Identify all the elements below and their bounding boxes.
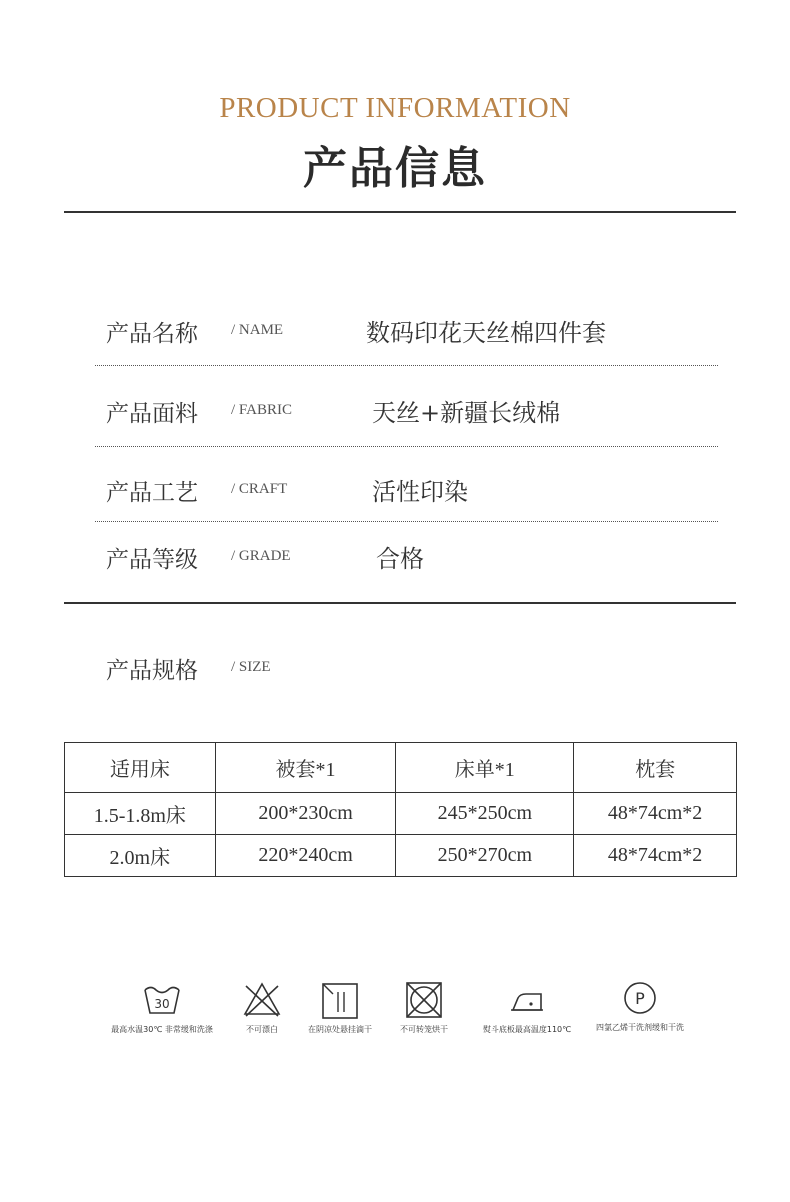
craft-label-en: / CRAFT	[231, 481, 288, 497]
wash-30-icon	[142, 980, 182, 1020]
name-label-en: / NAME	[231, 322, 284, 338]
care-bleach	[226, 980, 298, 1035]
middle-divider	[64, 602, 736, 604]
grade-label: 产品等级	[106, 547, 198, 573]
cell-sheet: 245*250cm	[396, 793, 574, 835]
cell-duvet: 220*240cm	[215, 835, 396, 877]
size-label-en: / SIZE	[231, 659, 271, 675]
craft-value: 活性印染	[372, 478, 468, 506]
name-label: 产品名称	[106, 321, 198, 347]
name-value: 数码印花天丝棉四件套	[366, 319, 606, 347]
care-tumble-text: 不可转笼烘干	[400, 1025, 448, 1034]
top-divider	[64, 211, 736, 213]
cell-pillowcase: 48*74cm*2	[574, 793, 737, 835]
title-chinese: 产品信息	[303, 143, 487, 194]
drip-dry-shade-icon	[320, 980, 360, 1020]
no-bleach-icon	[242, 980, 282, 1020]
size-table	[64, 742, 737, 877]
size-label: 产品规格	[106, 658, 198, 684]
care-tumble	[388, 980, 460, 1035]
care-wash	[100, 980, 224, 1035]
row-divider	[95, 446, 718, 447]
grade-value: 合格	[376, 545, 424, 573]
care-dryclean	[584, 978, 696, 1033]
cell-bed: 2.0m床	[65, 835, 216, 877]
craft-label: 产品工艺	[106, 480, 198, 506]
cell-sheet: 250*270cm	[396, 835, 574, 877]
header-sheet: 床单*1	[396, 743, 574, 793]
care-iron	[472, 980, 582, 1035]
title-english: PRODUCT INFORMATION	[219, 92, 571, 124]
dry-clean-letter: P	[635, 989, 645, 1008]
dry-clean-p-icon	[620, 978, 660, 1018]
table-header-row	[65, 743, 737, 793]
fabric-label: 产品面料	[106, 401, 198, 427]
care-iron-text: 熨斗底板最高温度110℃	[482, 1025, 572, 1034]
care-wash-text: 最高水温30℃ 非常缓和洗涤	[111, 1025, 213, 1034]
wash-temp: 30	[154, 997, 170, 1011]
grade-label-en: / GRADE	[231, 548, 291, 564]
care-dryclean-text: 四氯乙烯干洗剂缓和干洗	[596, 1023, 684, 1032]
header-bed: 适用床	[65, 743, 216, 793]
care-bleach-text: 不可漂白	[246, 1025, 278, 1034]
header-pillowcase: 枕套	[574, 743, 737, 793]
cell-bed: 1.5-1.8m床	[65, 793, 216, 835]
fabric-label-en: / FABRIC	[231, 402, 292, 418]
table-row	[65, 793, 737, 835]
iron-110-icon	[507, 980, 547, 1020]
cell-duvet: 200*230cm	[215, 793, 396, 835]
row-divider	[95, 521, 718, 522]
table-row	[65, 835, 737, 877]
cell-pillowcase: 48*74cm*2	[574, 835, 737, 877]
fabric-value: 天丝+新疆长绒棉	[372, 399, 561, 427]
care-dry	[298, 980, 382, 1035]
header-duvet: 被套*1	[215, 743, 396, 793]
no-tumble-dry-icon	[404, 980, 444, 1020]
row-divider	[95, 365, 718, 366]
care-dry-text: 在阴凉处悬挂滴干	[308, 1025, 372, 1034]
